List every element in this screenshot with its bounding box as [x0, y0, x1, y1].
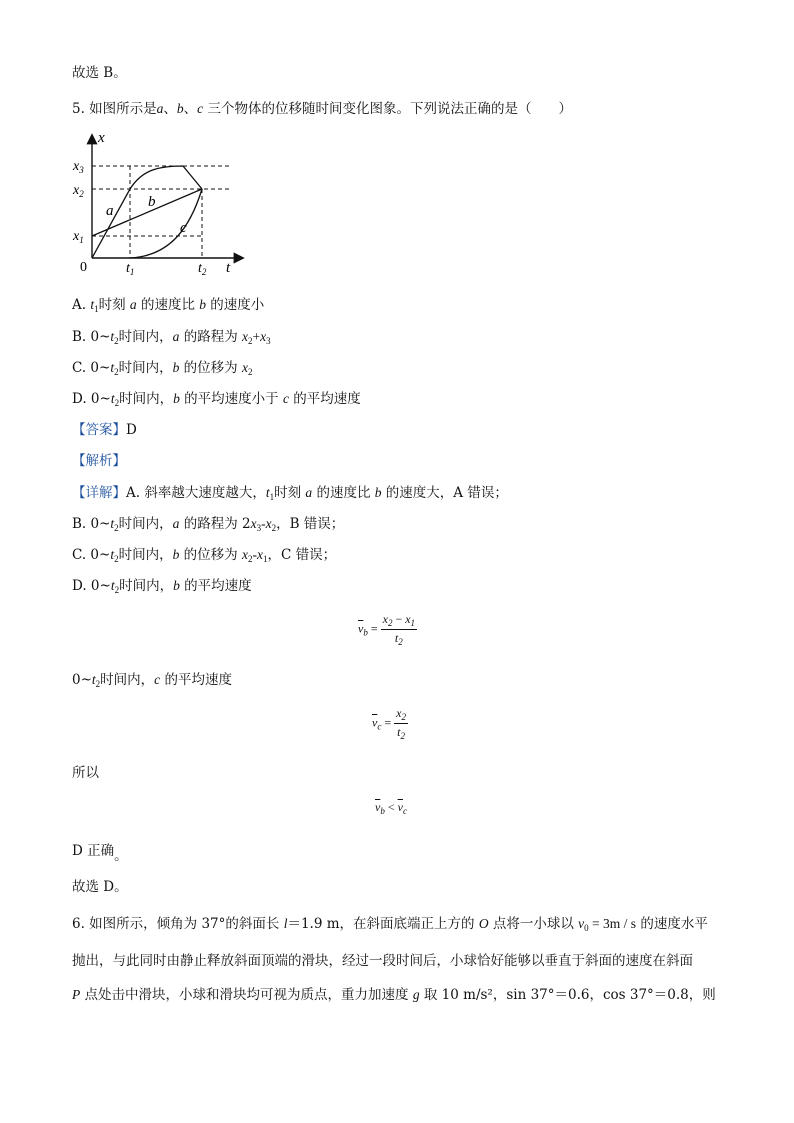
question-6-line-2: 抛出，与此同时由静止释放斜面顶端的滑块，经过一段时间后，小球恰好能够以垂直于斜面的速度在斜面 [72, 953, 693, 969]
tick-label-t2: $t_2$ [198, 261, 207, 277]
position-time-graph [70, 128, 250, 278]
formula-avg-velocity-c: $\overline{v}_c$ = $\frac{x_2}{t_2}$ [372, 706, 406, 741]
formula-avg-velocity-b: $\overline{v}_b$ = $\frac{x_2 - x_1}{t_2}$ [358, 612, 416, 647]
curve-label-a: a [106, 203, 114, 219]
answer-line: 【答案】D [72, 422, 137, 438]
option-d: D. $0\sim t_2$时间内，b 的平均速度小于 c 的平均速度 [72, 391, 361, 408]
final-choice-line: 故选 D。 [72, 879, 128, 895]
tick-label-x1: $x_1$ [73, 229, 84, 245]
option-a: A. $t_1$时刻 a 的速度比 b 的速度小 [72, 297, 265, 314]
question-6-line-1: 6. 如图所示，倾角为 37°的斜面长 l＝1.9 m，在斜面底端正上方的 O 点将一小球以 $v_0 = 3m / s$ 的速度水平 [72, 916, 708, 933]
tick-label-x3: $x_3$ [73, 159, 84, 175]
curve-label-c: c [180, 220, 187, 236]
y-axis-label: x [98, 130, 105, 146]
detail-d: D. $0\sim t_2$时间内，b 的平均速度 [72, 578, 252, 595]
d-correct-line: D 正确。 [72, 843, 128, 864]
detail-a: 【详解】A. 斜率越大速度越大，$t_1$时刻 a 的速度比 b 的速度大，A 错误； [72, 485, 508, 502]
question-5-stem: 5. 如图所示是a、b、c 三个物体的位移随时间变化图象。下列说法正确的是（ ） [72, 101, 572, 117]
therefore-line: 所以 [72, 765, 99, 781]
origin-label: 0 [80, 260, 87, 275]
option-b: B. $0\sim t_2$时间内，a 的路程为 $x_2+x_3$ [72, 329, 271, 346]
answer-choice-line: 故选 B。 [72, 65, 127, 81]
answer-tag: 【答案】 [72, 422, 126, 438]
tick-label-t1: $t_1$ [126, 261, 135, 277]
question-6-line-3: P 点处击中滑块，小球和滑块均可视为质点，重力加速度 g 取 10 m/s²，sin 37°＝0.6，cos 37°＝0.8，则 [72, 987, 716, 1003]
curve-label-b: b [148, 194, 156, 210]
analysis-heading: 【解析】 [72, 453, 126, 469]
detail-c: C. $0\sim t_2$时间内，b 的位移为 $x_2-x_1$，C 错误； [72, 547, 337, 564]
detail-c-velocity: $0\sim t_2$时间内，c 的平均速度 [72, 672, 232, 689]
x-axis-label: t [226, 260, 231, 276]
option-c: C. $0\sim t_2$时间内，b 的位移为 $x_2$ [72, 360, 253, 377]
detail-b: B. $0\sim t_2$时间内，a 的路程为 $2x_3-x_2$，B 错误； [72, 516, 345, 533]
tick-label-x2: $x_2$ [73, 183, 84, 199]
curve-c [130, 189, 202, 258]
formula-comparison: $\overline{v}_b < \overline{v}_c$ [375, 800, 407, 816]
